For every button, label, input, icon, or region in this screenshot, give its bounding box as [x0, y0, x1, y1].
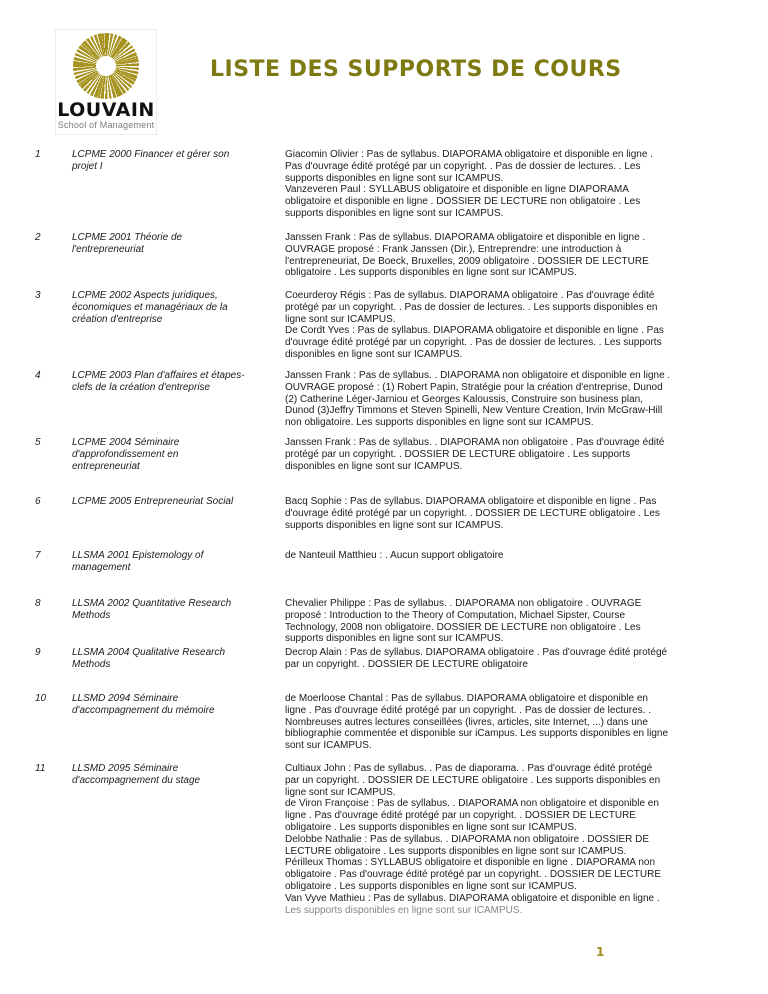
course-number: 6: [35, 496, 41, 507]
louvain-logo: [55, 29, 157, 135]
course-number: 5: [35, 437, 41, 448]
course-title: LCPME 2000 Financer et gérer son projet I: [72, 149, 230, 172]
course-title: LLSMD 2094 Séminaire d'accompagnement du mémoire: [72, 693, 215, 716]
course-title: LLSMA 2001 Epistemology of management: [72, 550, 204, 573]
course-number: 10: [35, 693, 47, 704]
course-title: LCPME 2003 Plan d'affaires et étapes- clefs de la création d'entreprise: [72, 370, 245, 393]
course-supports: de Nanteuil Matthieu : . Aucun support obligatoire: [285, 550, 504, 561]
course-supports: Giacomin Olivier : Pas de syllabus. DIAPORAMA obligatoire et disponible en ligne . Pas d'ouvrage édité protégé par un copyright. . Pas de dossier de lectures. . Les supports disponibles en ligne sont sur ICAMPUS. Vanzeveren Paul : SYLLABUS obligatoire et disponible en ligne DIAPORAMA obligatoire et disponible en ligne . DOSSIER DE LECTURE non obligatoire . Les supports disponibles en ligne sont sur ICAMPUS.: [285, 149, 653, 219]
course-number: 4: [35, 370, 41, 381]
course-title: LCPME 2005 Entrepreneuriat Social: [72, 496, 234, 507]
course-number: 7: [35, 550, 41, 561]
course-number: 1: [35, 149, 41, 160]
course-number: 8: [35, 598, 41, 609]
course-supports: Chevalier Philippe : Pas de syllabus. . DIAPORAMA non obligatoire . OUVRAGE proposé : Introduction to the Theory of Computation, Michael Sipster, Course Technology, 2008 non obligatoire. DOSSIER DE LECTURE non obligatoire . Les supports disponibles en ligne sont sur ICAMPUS.: [285, 598, 642, 645]
course-supports: Decrop Alain : Pas de syllabus. DIAPORAMA obligatoire . Pas d'ouvrage édité protégé par un copyright. . DOSSIER DE LECTURE obligatoire: [285, 647, 668, 670]
course-number: 3: [35, 290, 41, 301]
course-title: LCPME 2001 Théorie de l'entrepreneuriat: [72, 232, 183, 255]
course-supports: Cultiaux John : Pas de syllabus. . Pas de diaporama. . Pas d'ouvrage édité protégé par un copyright. . DOSSIER DE LECTURE obligatoire . Les supports disponibles en ligne sont sur ICAMPUS. de Viron Françoise : Pas de syllabus. . DIAPORAMA non obligatoire et disponible en ligne . Pas d'ouvrage édité protégé par un copyright. . DOSSIER DE LECTURE obligatoire . Les supports disponibles en ligne sont sur ICAMPUS. Delobbe Nathalie : Pas de syllabus. . DIAPORAMA non obligatoire . DOSSIER DE LECTURE obligatoire . Les supports disponibles en ligne sont sur ICAMPUS. Périlleux Thomas : SYLLABUS obligatoire et disponible en ligne . DIAPORAMA non obligatoire . Pas d'ouvrage édité protégé par un copyright. . DOSSIER DE LECTURE obligatoire . Les supports disponibles en ligne sont sur ICAMPUS. Van Vyve Mathieu : Pas de syllabus. DIAPORAMA obligatoire et disponible en ligne .: [285, 763, 661, 904]
logo-wordmark: LOUVAIN: [57, 99, 155, 121]
course-number: 9: [35, 647, 41, 658]
clipped-text-line: Les supports disponibles en ligne sont sur ICAMPUS.: [285, 905, 523, 916]
page-number: 1: [596, 945, 605, 959]
logo-subtitle: School of Management: [57, 120, 155, 130]
course-title: LCPME 2002 Aspects juridiques, économiques et managériaux de la création d'entreprise: [72, 290, 228, 325]
course-supports: Coeurderoy Régis : Pas de syllabus. DIAPORAMA obligatoire . Pas d'ouvrage édité protégé par un copyright. . Pas de dossier de lectures. . Les supports disponibles en ligne sont sur ICAMPUS. De Cordt Yves : Pas de syllabus. DIAPORAMA obligatoire et disponible en ligne . Pas d'ouvrage édité protégé par un copyright. . Pas de dossier de lectures. . Les supports disponibles en ligne sont sur ICAMPUS.: [285, 290, 664, 360]
course-supports: Janssen Frank : Pas de syllabus. DIAPORAMA obligatoire et disponible en ligne . OUVRAGE proposé : Frank Janssen (Dir.), Entreprendre: une introduction à l'entrepreneuriat, De Boeck, Bruxelles, 2009 obligatoire . DOSSIER DE LECTURE obligatoire . Les supports disponibles en ligne sont sur ICAMPUS.: [285, 232, 649, 279]
course-supports: Bacq Sophie : Pas de syllabus. DIAPORAMA obligatoire et disponible en ligne . Pas d'ouvrage édité protégé par un copyright. . DOSSIER DE LECTURE obligatoire . Les supports disponibles en ligne sont sur ICAMPUS.: [285, 496, 660, 531]
course-supports: Janssen Frank : Pas de syllabus. . DIAPORAMA non obligatoire . Pas d'ouvrage édité protégé par un copyright. . DOSSIER DE LECTURE obligatoire . Les supports disponibles en ligne sont sur ICAMPUS.: [285, 437, 665, 472]
course-number: 11: [35, 763, 46, 774]
course-supports: de Moerloose Chantal : Pas de syllabus. DIAPORAMA obligatoire et disponible en ligne . Pas d'ouvrage édité protégé par un copyright. . Pas de dossier de lectures. . Nombreuses autres lectures conseillées (livres, articles, site Internet, ...) dans une bibliographie commentée et disponible sur iCampus. Les supports disponibles en ligne sont sur ICAMPUS.: [285, 693, 669, 752]
course-title: LLSMA 2004 Qualitative Research Methods: [72, 647, 226, 670]
louvain-sunburst-icon: [73, 33, 139, 99]
course-title: LLSMA 2002 Quantitative Research Methods: [72, 598, 232, 621]
course-title: LCPME 2004 Séminaire d'approfondissement en entrepreneuriat: [72, 437, 180, 472]
course-number: 2: [35, 232, 41, 243]
course-supports: Janssen Frank : Pas de syllabus. . DIAPORAMA non obligatoire et disponible en ligne . OUVRAGE proposé : (1) Robert Papin, Stratégie pour la création d'entreprise, Dunod (2) Catherine Léger-Jarniou et Georges Kaloussis, Construire son business plan, Dunod (3)Jeffry Timmons et Steven Spinelli, New Venture Creation, Irvin McGraw-Hill non obligatoire. Les supports disponibles en ligne sont sur ICAMPUS.: [285, 370, 671, 429]
course-title: LLSMD 2095 Séminaire d'accompagnement du stage: [72, 763, 201, 786]
page-title: LISTE DES SUPPORTS DE COURS: [210, 57, 622, 82]
